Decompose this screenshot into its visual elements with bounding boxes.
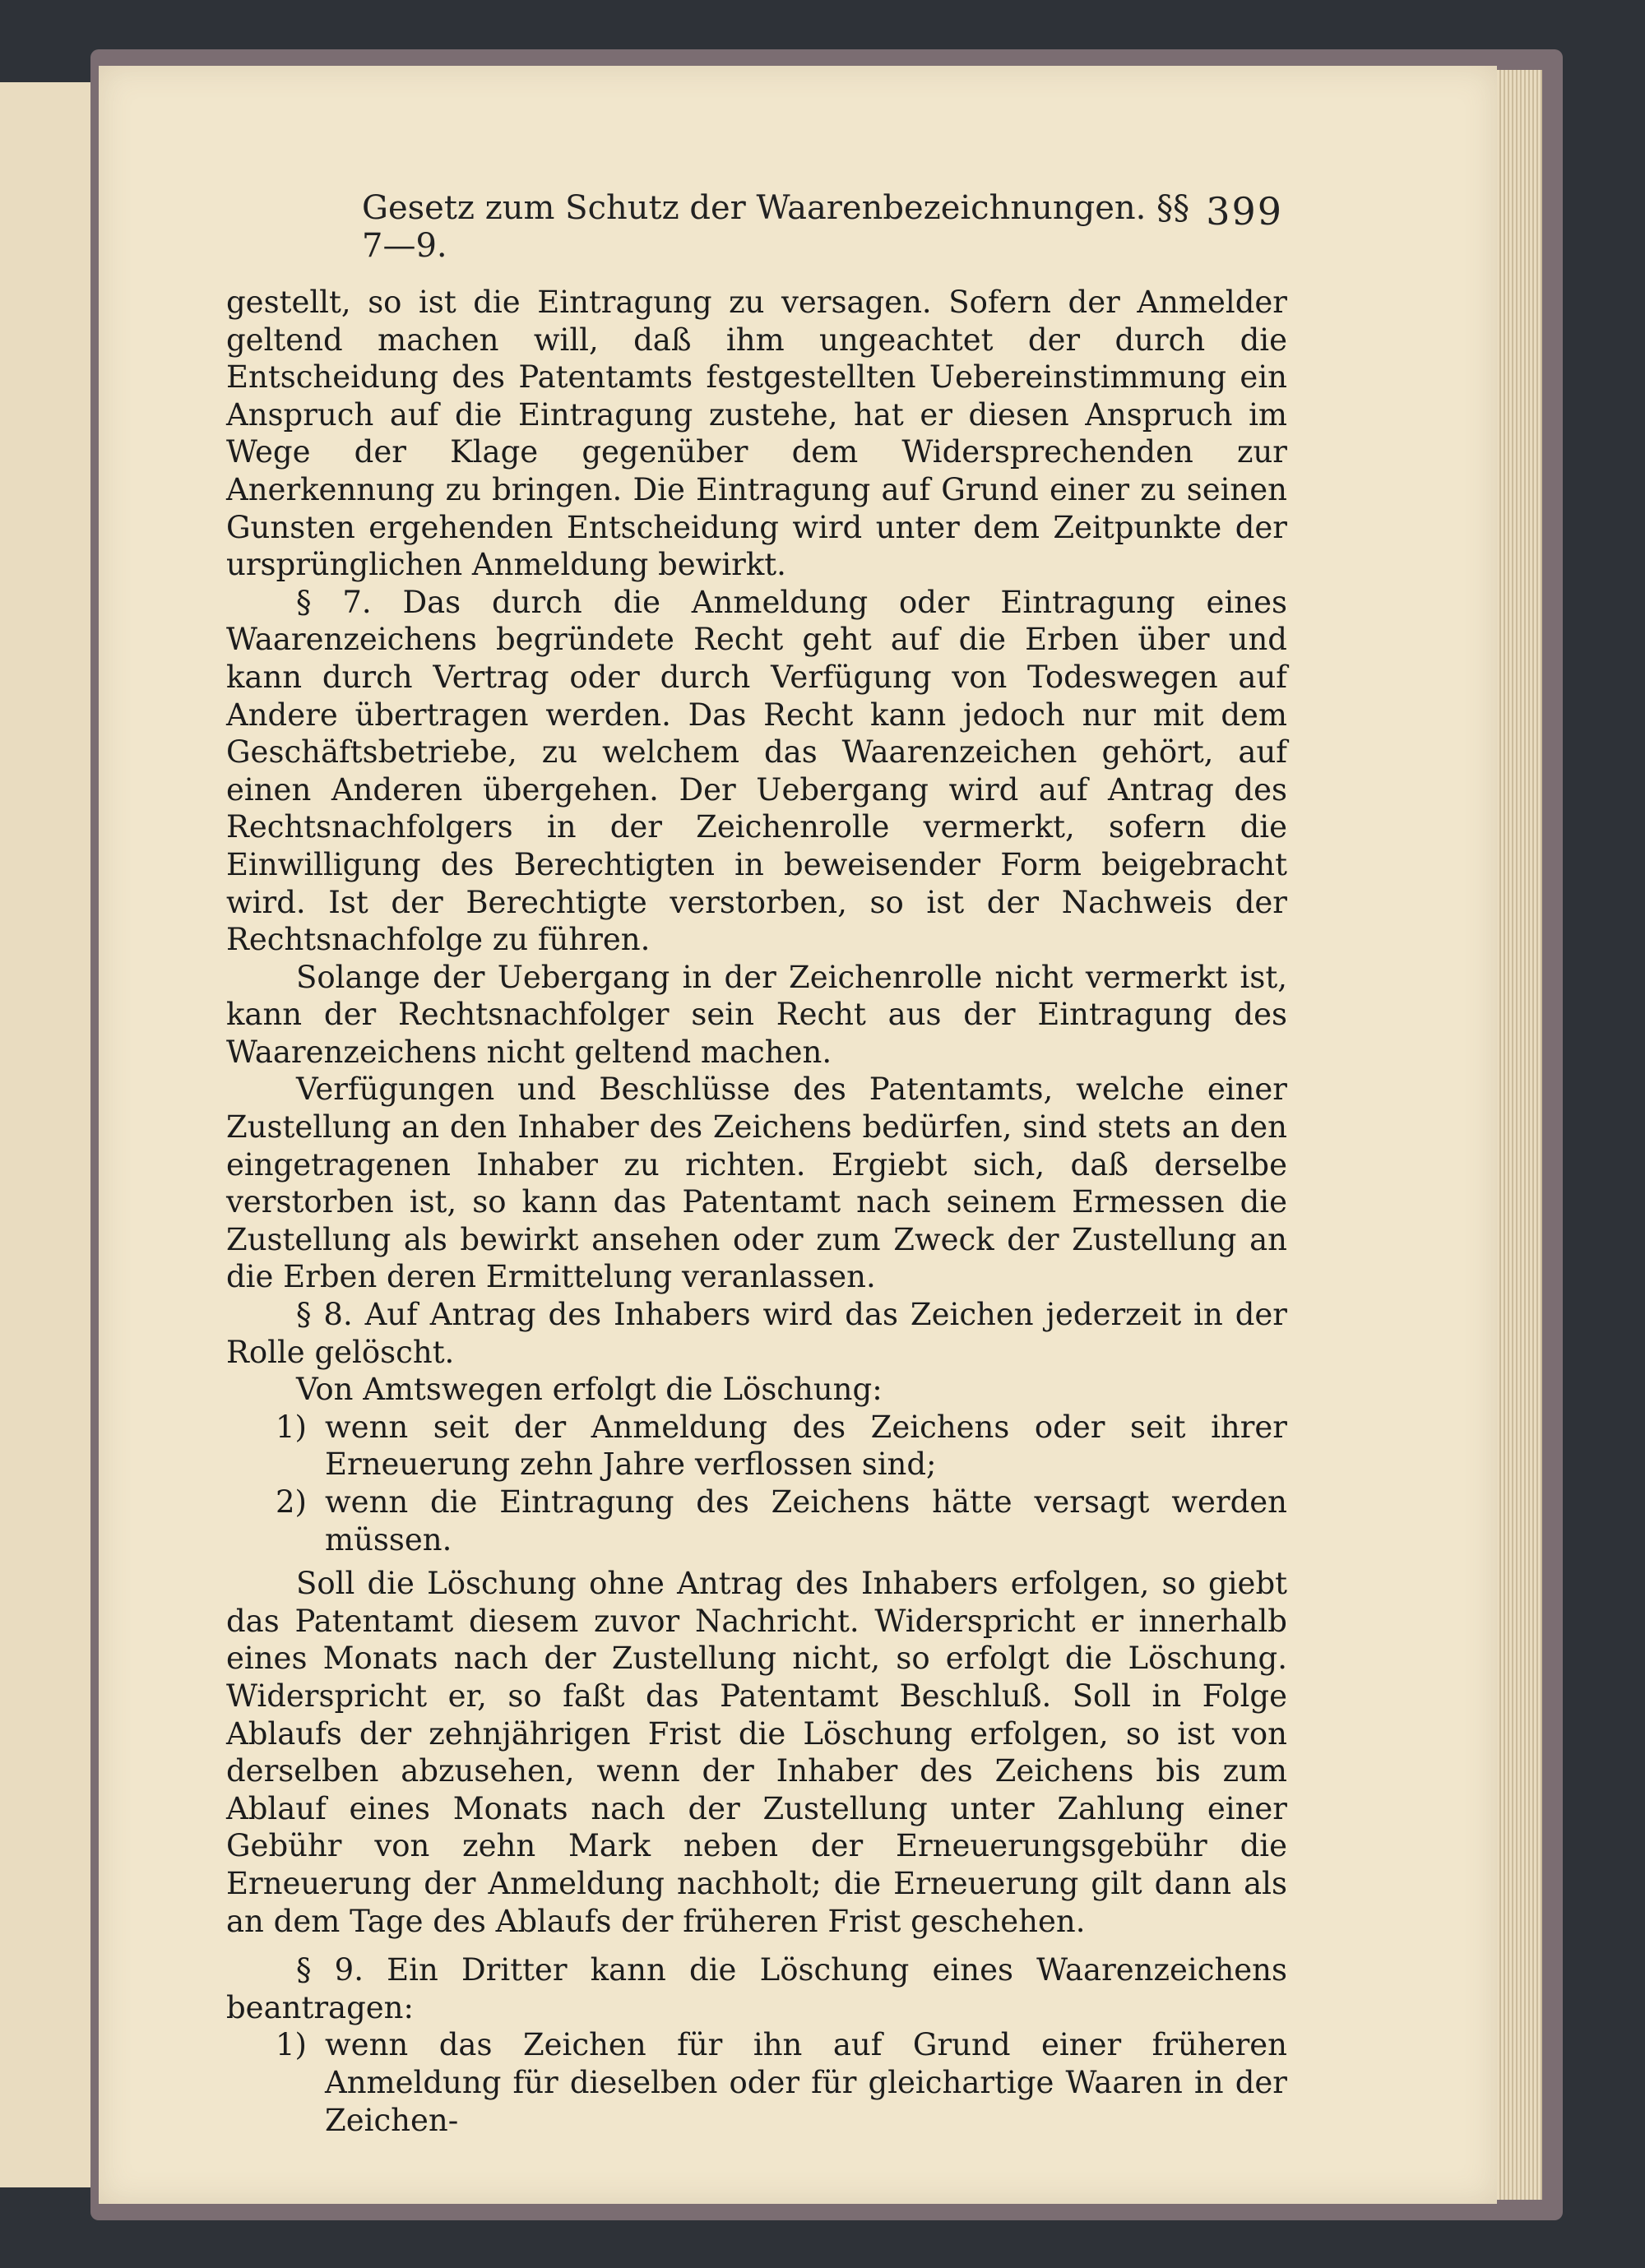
page-header [362, 189, 1283, 265]
paragraph: Soll die Löschung ohne Antrag des Inhabers erfolgen, so giebt das Patentamt diesem zuvor Nachricht. Widerspricht er innerhalb eines Monats nach der Zustellung nicht, so erfolgt die Löschung. Widerspricht er, so faßt das Patentamt Beschluß. Soll in Folge Ablaufs der zehnjährigen Frist die Löschung erfolgen, so ist von derselben abzusehen, wenn der Inhaber des Zeichens bis zum Ablauf eines Monats nach der Zustellung unter Zahlung einer Gebühr von zehn Mark neben der Erneuerungsgebühr die Erneuerung der Anmeldung nachholt; die Erneuerung gilt dann als an dem Tage des Ablaufs der früheren Frist geschehen. [226, 1566, 1287, 1939]
list-text: wenn die Eintragung des Zeichens hätte versagt werden müssen. [325, 1484, 1287, 1558]
paragraph: Von Amtswegen erfolgt die Löschung: [296, 1372, 883, 1408]
list-item [226, 2026, 1287, 2139]
section-8: § 8. Auf Antrag des Inhabers wird das Zeichen jederzeit in der Rolle gelöscht. [226, 1297, 1287, 1370]
facing-page-edge [0, 82, 92, 2187]
list-number: 1) [276, 1409, 307, 1445]
list-item [226, 1409, 1287, 1483]
paragraph: Verfügungen und Beschlüsse des Patentamts, welche einer Zustellung an den Inhaber des Zeichens bedürfen, sind stets an den eingetragenen Inhaber zu richten. Ergiebt sich, daß derselbe verstorben ist, so kann das Patentamt nach seinem Ermessen die Zustellung als bewirkt ansehen oder zum Zweck der Zustellung an die Erben deren Ermittelung veranlassen. [226, 1072, 1287, 1295]
list-number: 2) [276, 1484, 307, 1520]
list-number: 1) [276, 2027, 307, 2063]
page-stack-edge [1497, 70, 1542, 2200]
list-text: wenn seit der Anmeldung des Zeichens oder seit ihrer Erneuerung zehn Jahre verflossen sind; [325, 1409, 1287, 1483]
running-title: Gesetz zum Schutz der Waarenbezeichnungen. §§ 7—9. [362, 189, 1190, 265]
section-9: § 9. Ein Dritter kann die Löschung eines Waarenzeichens beantragen: [226, 1952, 1287, 2025]
section-7: § 7. Das durch die Anmeldung oder Eintragung eines Waarenzeichens begründete Recht geht auf die Erben über und kann durch Vertrag oder durch Verfügung von Todeswegen auf Andere übertragen werden. Das Recht kann jedoch nur mit dem Geschäftsbetriebe, zu welchem das Waarenzeichen gehört, auf einen Anderen übergehen. Der Uebergang wird auf Antrag des Rechtsnachfolgers in der Zeichenrolle vermerkt, sofern die Einwilligung des Berechtigten in beweisender Form beigebracht wird. Ist der Berechtigte verstorben, so ist der Nachweis der Rechtsnachfolge zu führen. [226, 584, 1287, 958]
page-number: 399 [1206, 189, 1283, 234]
paragraph: Solange der Uebergang in der Zeichenrolle nicht vermerkt ist, kann der Rechtsnachfolger sein Recht aus der Eintragung des Waarenzeichens nicht geltend machen. [226, 959, 1287, 1070]
list-text: wenn das Zeichen für ihn auf Grund einer früheren Anmeldung für dieselben oder für gleichartige Waaren in der Zeichen- [325, 2027, 1287, 2138]
list-item [226, 1483, 1287, 1558]
paragraph: gestellt, so ist die Eintragung zu versagen. Sofern der Anmelder geltend machen will, daß ihm ungeachtet der durch die Entscheidung des Patentamts festgestellten Uebereinstimmung ein Anspruch auf die Eintragung zustehe, hat er diesen Anspruch im Wege der Klage gegenüber dem Widersprechenden zur Anerkennung zu bringen. Die Eintragung auf Grund einer zu seinen Gunsten ergehenden Entscheidung wird unter dem Zeitpunkte der ursprünglichen Anmeldung bewirkt. [226, 285, 1287, 583]
page-body [226, 284, 1287, 2139]
